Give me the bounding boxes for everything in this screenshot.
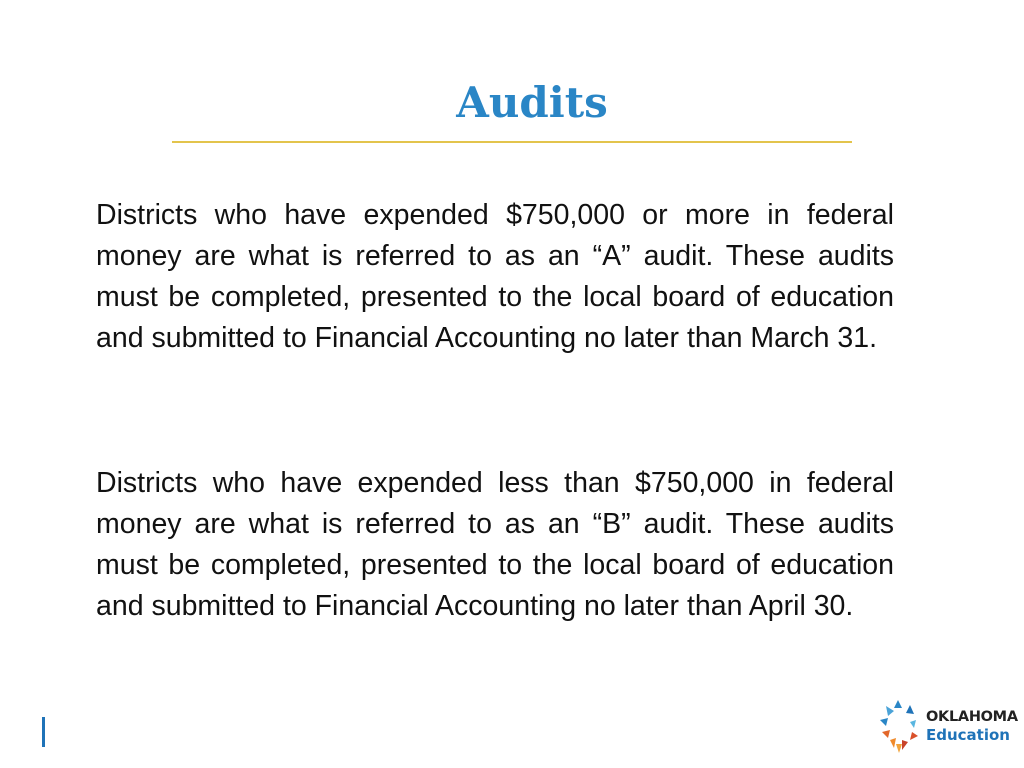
star-burst-icon <box>878 698 920 754</box>
paragraph-a-audit: Districts who have expended $750,000 or more in federal money are what is referred to as an “A” audit. These audits must be completed, presented to the local board of education and submitted to Financial Accounting no later than March 31. <box>96 199 894 354</box>
slide-title: Audits <box>456 78 608 127</box>
logo-text-education: Education <box>926 726 1010 744</box>
paragraph-b-audit: Districts who have expended less than $750,000 in federal money are what is referred to as an “B” audit. These audits must be completed, presented to the local board of education and submitted to Financial Accounting no later than April 30. <box>96 467 894 622</box>
accent-bar <box>42 717 45 747</box>
oklahoma-education-logo <box>878 698 1018 754</box>
title-underline <box>172 141 852 143</box>
logo-text-oklahoma: OKLAHOMA <box>926 709 1018 725</box>
